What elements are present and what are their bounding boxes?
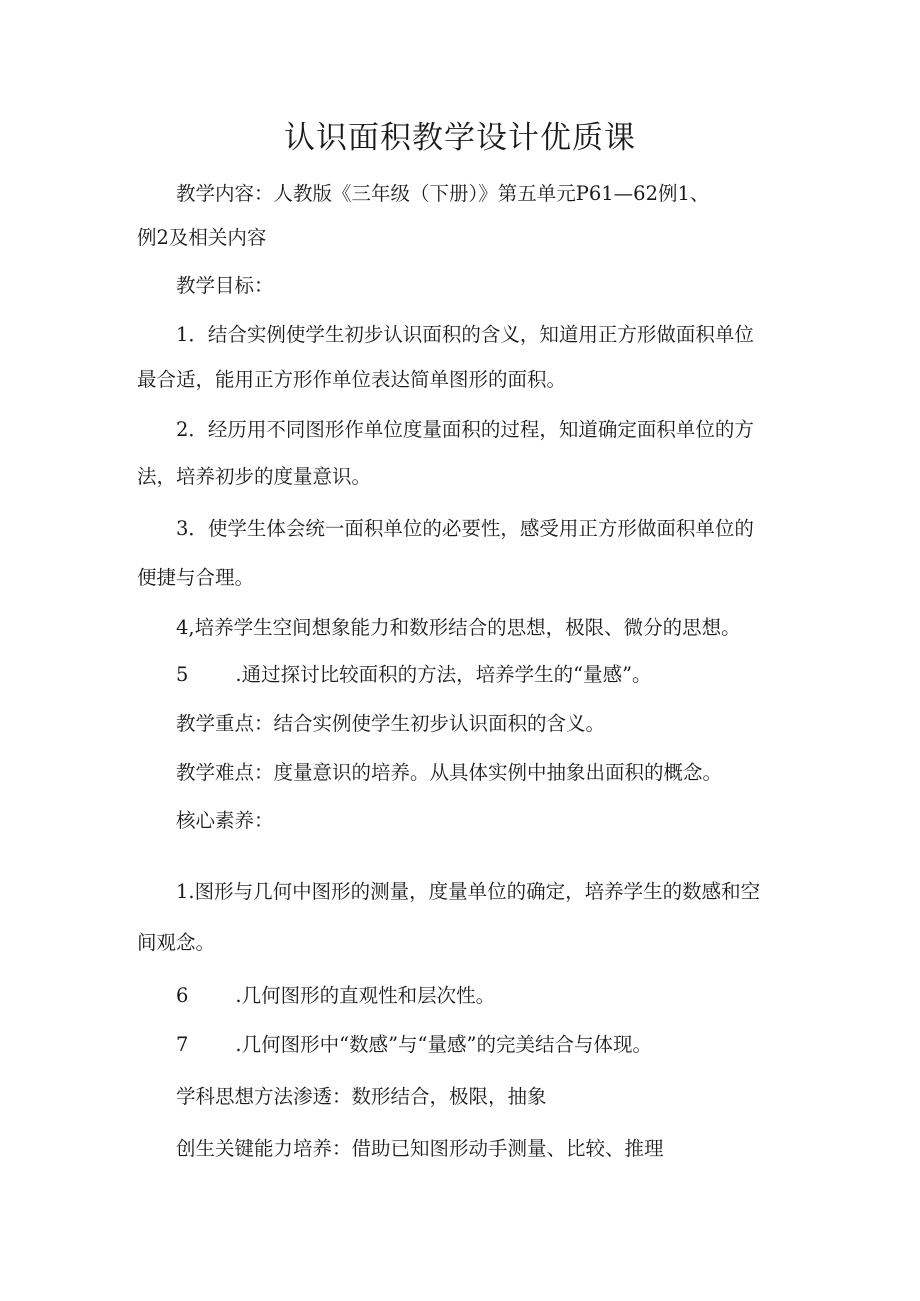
goal-4: 4,培养学生空间想象能力和数形结合的思想，极限、微分的思想。 <box>176 616 741 639</box>
core-literacy-heading: 核心素养： <box>176 809 274 832</box>
core-6-number: 6 <box>176 984 189 1007</box>
core-6-text: .几何图形的直观性和层次性。 <box>235 984 496 1007</box>
key-ability-training: 创生关键能力培养：借助已知图形动手测量、比较、推理 <box>176 1137 664 1160</box>
goal-2-line-2: 法，培养初步的度量意识。 <box>137 465 372 488</box>
core-6 <box>176 982 495 1010</box>
core-7-text: .几何图形中“数感”与“量感”的完美结合与体现。 <box>235 1033 652 1056</box>
teaching-key-point: 教学重点：结合实例使学生初步认识面积的含义。 <box>176 712 606 735</box>
goal-1-line-1: 1．结合实例使学生初步认识面积的含义，知道用正方形做面积单位 <box>176 323 754 346</box>
subject-thinking-method: 学科思想方法渗透：数形结合，极限，抽象 <box>176 1085 547 1108</box>
goal-3-line-2: 便捷与合理。 <box>137 566 255 589</box>
core-1-line-2: 间观念。 <box>137 931 216 954</box>
goal-5-text: .通过探讨比较面积的方法，培养学生的“量感”。 <box>235 663 652 686</box>
teaching-difficulty: 教学难点：度量意识的培养。从具体实例中抽象出面积的概念。 <box>176 761 723 784</box>
goal-5 <box>176 661 652 689</box>
goal-3-line-1: 3．使学生体会统一面积单位的必要性，感受用正方形做面积单位的 <box>176 517 754 540</box>
teaching-content-line-1: 教学内容：人教版《三年级（下册）》第五单元P61—62例1、 <box>176 182 710 205</box>
core-1-line-1: 1.图形与几何中图形的测量，度量单位的确定，培养学生的数感和空 <box>176 880 761 903</box>
goal-5-number: 5 <box>176 663 189 686</box>
page-title: 认识面积教学设计优质课 <box>284 120 636 156</box>
goal-1-line-2: 最合适，能用正方形作单位表达简单图形的面积。 <box>137 368 567 391</box>
teaching-goals-heading: 教学目标： <box>176 274 274 297</box>
core-7-number: 7 <box>176 1033 189 1056</box>
core-7 <box>176 1031 652 1059</box>
goal-2-line-1: 2．经历用不同图形作单位度量面积的过程，知道确定面积单位的方 <box>176 418 754 441</box>
teaching-content-line-2: 例2及相关内容 <box>137 226 267 249</box>
